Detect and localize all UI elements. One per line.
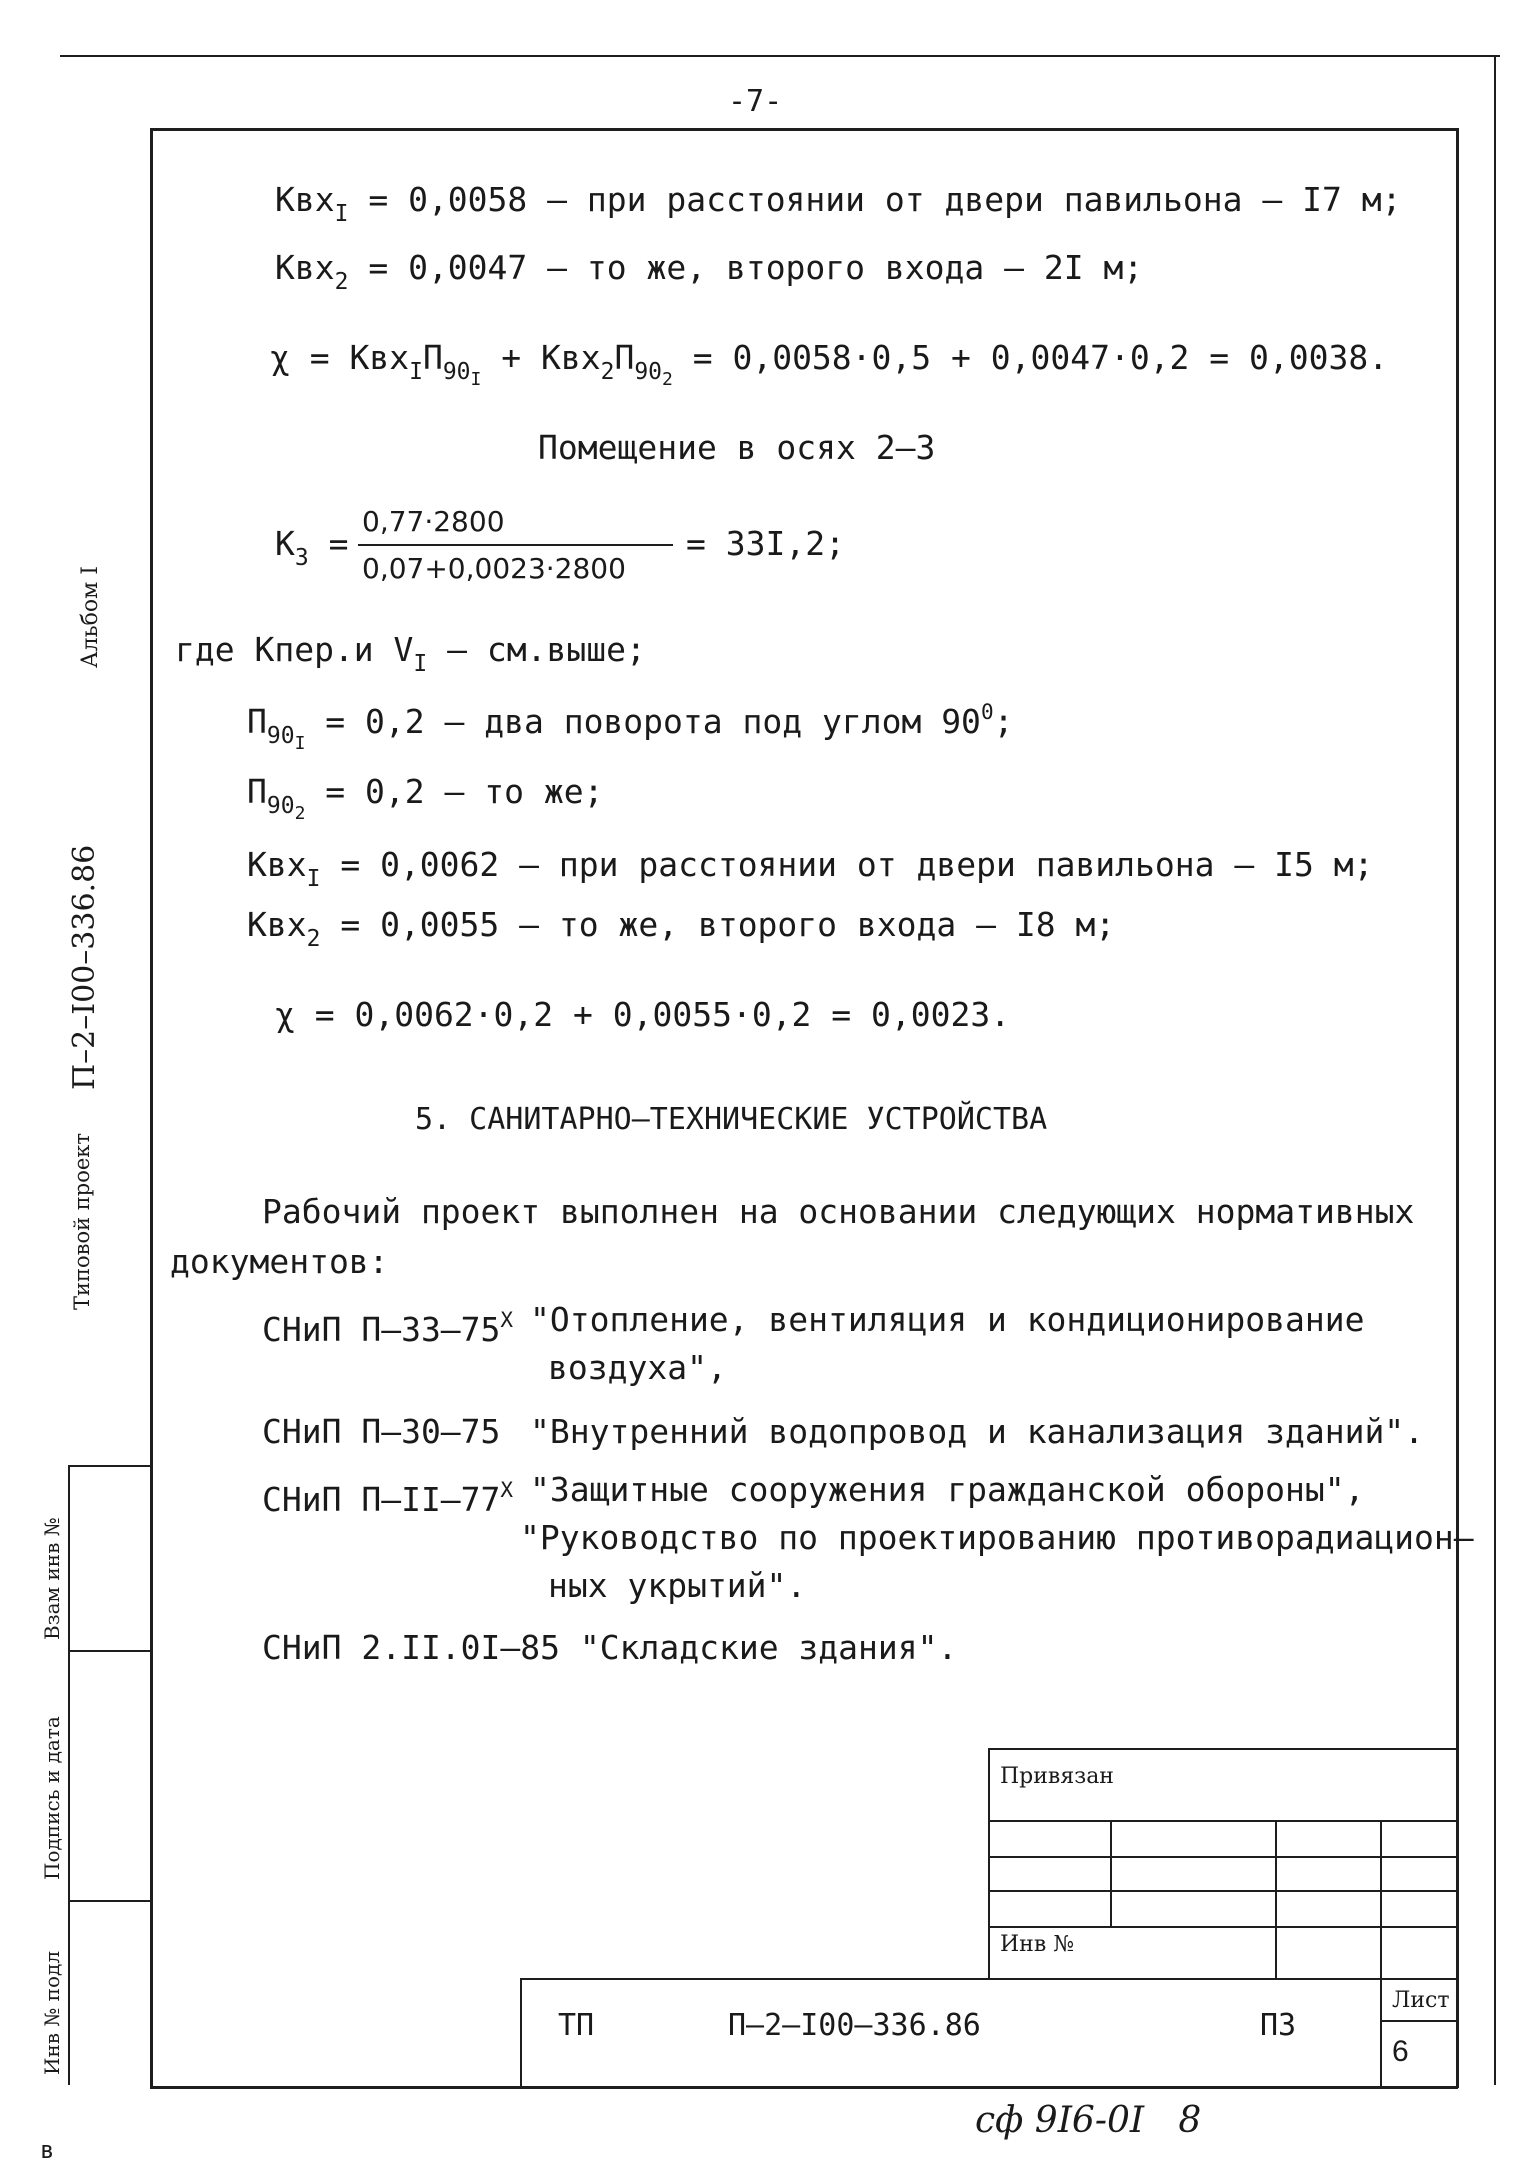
side-project-label: Типовой проект	[70, 1132, 94, 1310]
side-box-inv: Инв № подл	[40, 1950, 64, 2075]
frame-left	[150, 128, 153, 2088]
norm-1-code: СНиП $П-33-75^X$	[262, 1308, 514, 1349]
handwritten-note: сф 9I6-0I 8	[975, 2100, 1202, 2141]
corner-mark: в	[40, 2136, 55, 2164]
section-title: 5. САНИТАРНО–ТЕХНИЧЕСКИЕ УСТРОЙСТВА	[415, 1102, 1048, 1137]
k3-result: = 33I,2;	[686, 524, 845, 563]
stamp-inv: Инв №	[1000, 1932, 1075, 1957]
intro-line-2: документов:	[170, 1242, 389, 1281]
formula-chi-b: χ = 0,0062·0,2 + 0,0055·0,2 = 0,0023.	[275, 995, 1011, 1034]
norm-3-line3: ных укрытий".	[548, 1566, 807, 1605]
k3-fraction-bar	[358, 544, 673, 546]
stamp-row-2	[988, 1856, 1458, 1858]
frame-right	[1456, 128, 1459, 2088]
where-line: где Кпер.и $V_I$ – см.выше;	[175, 630, 646, 677]
frame-bottom	[150, 2086, 1458, 2089]
formula-chi-a: $\chi = Квх_IП_{90I} + Квх_2П_{902} = 0,0058\cdot 0,5 + 0,0047\cdot 0,2 = 0,0038$.	[270, 338, 1389, 390]
norm-3-line1: "Защитные сооружения гражданской обороны",	[530, 1470, 1365, 1509]
stamp-col-2	[1275, 1820, 1277, 1980]
room-heading: Помещение в осях 2–3	[538, 428, 936, 467]
intro-line-1: Рабочий проект выполнен на основании следующих нормативных	[262, 1192, 1415, 1231]
stamp-row-4	[988, 1926, 1458, 1928]
stamp-pz: ПЗ	[1260, 2008, 1297, 2043]
formula-kvx2-a: Квх$_2$ = 0,0047 – то же, второго входа – 2I м;	[275, 248, 1144, 295]
side-box-h2	[68, 1650, 152, 1652]
stamp-upper-left	[988, 1748, 990, 1980]
norm-4-code: СНиП 2.II.0I–85 "Складские здания".	[262, 1628, 958, 1667]
outer-right	[1494, 55, 1496, 2085]
k3-numerator: 0,77·2800	[362, 505, 505, 538]
formula-kvx2-b: Квх$_2$ = 0,0055 – то же, второго входа – I8 м;	[247, 905, 1116, 952]
side-box-podpis: Подпись и дата	[40, 1716, 64, 1880]
frame-top	[150, 128, 1458, 131]
formula-p90-1: $П_{90I} = 0,2$ – два поворота под углом $90^0$;	[247, 700, 1014, 754]
stamp-tp: ТП	[558, 2008, 595, 2043]
norm-1-line1: "Отопление, вентиляция и кондиционирование	[530, 1300, 1365, 1339]
norm-1-line2: воздуха",	[548, 1348, 727, 1387]
formula-p90-2: $П_{902} = 0,2$ – то же;	[247, 772, 604, 824]
stamp-col-1	[1110, 1820, 1112, 1926]
stamp-main-top	[520, 1978, 1458, 1980]
k3-denominator: 0,07+0,0023·2800	[362, 552, 626, 585]
side-box-left	[68, 1465, 70, 2085]
norm-3-line2: "Руководство по проектированию противорадиацион–	[520, 1518, 1474, 1557]
side-box-h3	[68, 1900, 152, 1902]
formula-kvx1-b: Квх$_I$ = 0,0062 – при расстоянии от двери павильона – I5 м;	[247, 845, 1374, 892]
page-number: -7-	[728, 84, 783, 119]
side-album: Альбом I	[78, 566, 103, 668]
stamp-privyazan: Привязан	[1000, 1764, 1114, 1789]
side-project-code: П–2–I00–336.86	[67, 844, 102, 1090]
stamp-list-label: Лист	[1392, 1988, 1450, 2013]
k3-lhs: $К_3$ =	[275, 524, 349, 571]
side-box-h1	[68, 1465, 152, 1467]
stamp-main-left	[520, 1978, 522, 2088]
stamp-list-mid	[1380, 2020, 1458, 2022]
stamp-row-3	[988, 1890, 1458, 1892]
stamp-list-number: 6	[1392, 2035, 1409, 2068]
stamp-upper-top	[988, 1748, 1458, 1750]
formula-kvx1-a: Квх$_I$ = 0,0058 – при расстоянии от двери павильона – I7 м;	[275, 180, 1402, 227]
side-box-vzam: Взам инв №	[40, 1517, 64, 1640]
stamp-code: П–2–I00–336.86	[728, 2008, 981, 2043]
stamp-col-3	[1380, 1820, 1382, 1980]
norm-2-line1: "Внутренний водопровод и канализация зданий".	[530, 1412, 1425, 1451]
norm-2-code: СНиП П–30–75	[262, 1412, 501, 1451]
top-border	[60, 55, 1500, 57]
stamp-list-left	[1380, 1978, 1382, 2088]
stamp-row-1	[988, 1820, 1458, 1822]
norm-3-code: СНиП $П-II-77^X$	[262, 1478, 514, 1519]
